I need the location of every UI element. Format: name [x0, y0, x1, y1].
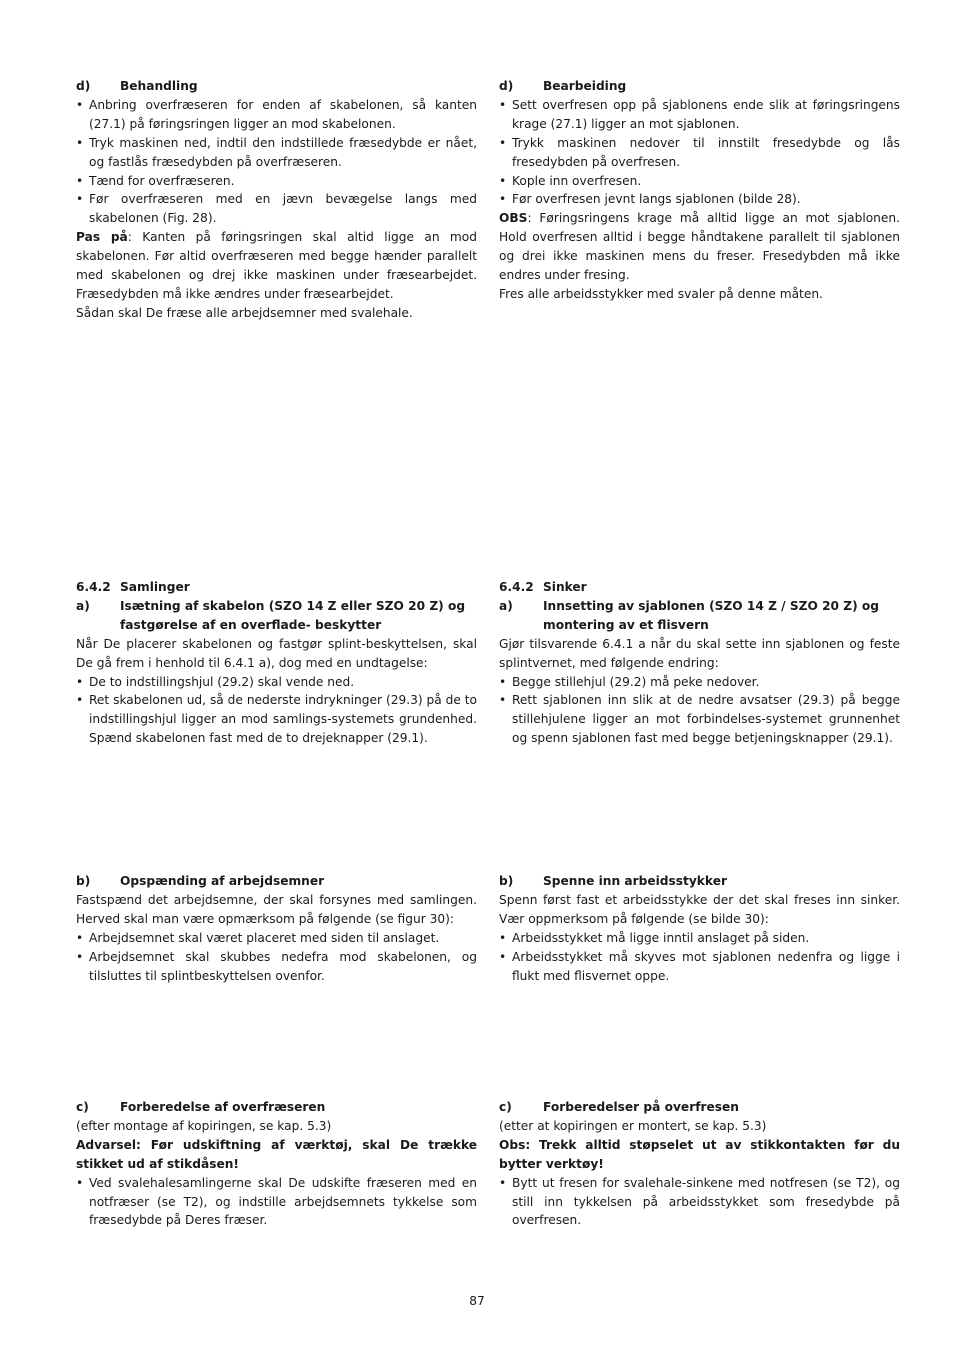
intro-text: Spenn først fast et arbeidsstykke der det skal freses inn sinker. Vær oppmerksom på følgende (se bilde 30):: [499, 892, 900, 926]
warning-text: [76, 1136, 477, 1174]
section-title: Opspænding af arbejdsemner: [120, 874, 325, 888]
subsection-heading: [499, 597, 900, 635]
list-item: • Før overfræseren med en jævn bevægelse langs med skabelonen (Fig. 28).: [76, 190, 477, 228]
bullet-list: [76, 673, 477, 749]
section-heading: [76, 578, 477, 597]
section-number: b): [76, 874, 91, 888]
caution-note: [76, 228, 477, 304]
caution-note: [499, 209, 900, 285]
list-item: • Sett overfresen opp på sjablonens ende slik at føringsringens krage (27.1) ligger an mot sjablonen.: [499, 96, 900, 134]
section-number: c): [499, 1100, 512, 1114]
context-text: (efter montage af kopiringen, se kap. 5.3): [76, 1118, 332, 1133]
section-title: Bearbeiding: [543, 79, 627, 93]
right-section-b: [499, 872, 900, 985]
section-heading: [499, 578, 900, 597]
section-number: d): [499, 79, 514, 93]
bullet-list: [499, 96, 900, 209]
list-item: • Begge stillehjul (29.2) må peke nedover.: [499, 673, 900, 692]
warning-bold: Advarsel: Før udskiftning af værktøj, skal De trække stikket ud af stikdåsen!: [76, 1137, 477, 1171]
list-item: • Rett sjablonen inn slik at de nedre avsatser (29.3) på begge stillehjulene ligger an mot forbindelses-systemet grunnenhet og spenn sjablonen fast med begge betjeningsknapper (29.1).: [499, 691, 900, 748]
list-item: • Anbring overfræseren for enden af skabelonen, så kanten (27.1) på føringsringen ligger an mod skabelonen.: [76, 96, 477, 134]
list-item: • Arbejdsemnet skal været placeret med siden til anslaget.: [76, 929, 477, 948]
section-number: d): [76, 79, 91, 93]
caution-label: OBS: [499, 211, 528, 226]
bullet-list: [499, 929, 900, 986]
bullet-list: [499, 1174, 900, 1231]
left-section-d: [76, 77, 477, 323]
left-section-c: [76, 1098, 477, 1230]
intro-text: Fastspænd det arbejdsemne, der skal forsynes med samlingen. Herved skal man være opmærksom på følgende (se figur 30):: [76, 892, 477, 926]
section-number: 6.4.2: [76, 580, 111, 594]
right-section-642: [499, 578, 900, 748]
right-section-c: [499, 1098, 900, 1230]
section-number: b): [499, 874, 514, 888]
left-section-b: [76, 872, 477, 985]
list-item: • Kople inn overfresen.: [499, 172, 900, 191]
list-item: • Ved svalehalesamlingerne skal De udskifte fræseren med en notfræser (se T2), og indstille arbejdsemnets tykkelse som fræsedybde på Deres fræser.: [76, 1174, 477, 1231]
intro-text: Gjør tilsvarende 6.4.1 a når du skal sette inn sjablonen og feste splintvernet, med følgende endring:: [499, 636, 900, 670]
right-section-d: [499, 77, 900, 304]
bullet-list: [76, 1174, 477, 1231]
section-title: Samlinger: [120, 580, 190, 594]
subsection-number: a): [499, 598, 513, 613]
section-title: Forberedelser på overfresen: [543, 1100, 739, 1114]
bullet-list: [499, 673, 900, 749]
list-item: • Tryk maskinen ned, indtil den indstillede fræsedybde er nået, og fastlås fræsedybden på overfræseren.: [76, 134, 477, 172]
context-text: (etter at kopiringen er montert, se kap. 5.3): [499, 1118, 767, 1133]
caution-label: Pas på: [76, 230, 128, 245]
subsection-title: Isætning af skabelon (SZO 14 Z eller SZO 20 Z) og fastgørelse af en overflade- beskytter: [120, 598, 466, 632]
section-title: Behandling: [120, 79, 198, 93]
list-item: • Bytt ut fresen for svalehale-sinkene med notfresen (se T2), og still inn tykkelsen på arbeidsstykket som fresedybde på overfresen.: [499, 1174, 900, 1231]
subsection-heading: [76, 597, 477, 635]
section-heading: [499, 77, 900, 96]
list-item: • Trykk maskinen nedover til innstilt fresedybde og lås fresedybden på overfresen.: [499, 134, 900, 172]
section-heading: [76, 1098, 477, 1117]
subsection-number: a): [76, 598, 90, 613]
list-item: • Arbeidsstykket må ligge inntil anslaget på siden.: [499, 929, 900, 948]
bullet-list: [76, 929, 477, 986]
list-item: • Arbejdsemnet skal skubbes nedefra mod skabelonen, og tilsluttes til splintbeskyttelsen ovenfor.: [76, 948, 477, 986]
caution-text: : Føringsringens krage må alltid ligge an mot sjablonen. Hold overfresen alltid i begge håndtakene parallelt til sjablonen og drei ikke maskinen mens du freser. Fresedybden må ikke endres under fresing.: [499, 211, 900, 283]
warning-bold: Obs: Trekk alltid støpselet ut av stikkontakten før du bytter verktøy!: [499, 1137, 900, 1171]
intro-text: Når De placerer skabelonen og fastgør splint-beskyttelsen, skal De gå frem i henhold til 6.4.1 a), dog med en undtagelse:: [76, 636, 477, 670]
list-item: • Ret skabelonen ud, så de nederste indrykninger (29.3) på de to indstillingshjul ligger an mod samlings-systemets grundenhed. Spænd skabelonen fast med de to drejeknapper (29.1).: [76, 691, 477, 748]
bullet-list: [76, 96, 477, 228]
section-number: c): [76, 1100, 89, 1114]
section-heading: [499, 1098, 900, 1117]
section-number: 6.4.2: [499, 580, 534, 594]
section-title: Sinker: [543, 580, 587, 594]
subsection-title: Innsetting av sjablonen (SZO 14 Z / SZO 20 Z) og montering av et flisvern: [543, 598, 880, 632]
list-item: • Arbeidsstykket må skyves mot sjablonen nedenfra og ligge i flukt med flisvernet oppe.: [499, 948, 900, 986]
section-title: Forberedelse af overfræseren: [120, 1100, 326, 1114]
page-number: 87: [469, 1294, 485, 1308]
closing-text: Sådan skal De fræse alle arbejdsemner med svalehale.: [76, 305, 413, 320]
list-item: • De to indstillingshjul (29.2) skal vende ned.: [76, 673, 477, 692]
section-heading: [76, 872, 477, 891]
closing-text: Fres alle arbeidsstykker med svaler på denne måten.: [499, 286, 823, 301]
section-heading: [76, 77, 477, 96]
section-heading: [499, 872, 900, 891]
warning-text: [499, 1136, 900, 1174]
section-title: Spenne inn arbeidsstykker: [543, 874, 727, 888]
list-item: • Før overfresen jevnt langs sjablonen (bilde 28).: [499, 190, 900, 209]
caution-text: : Kanten på føringsringen skal altid ligge an mod skabelonen. Før altid overfræseren med begge hænder parallelt med skabelonen og drej ikke maskinen under fræsearbejdet. Fræsedybden må ikke ændres under fræsearbejdet.: [76, 230, 477, 301]
list-item: • Tænd for overfræseren.: [76, 172, 477, 191]
left-section-642: [76, 578, 477, 748]
